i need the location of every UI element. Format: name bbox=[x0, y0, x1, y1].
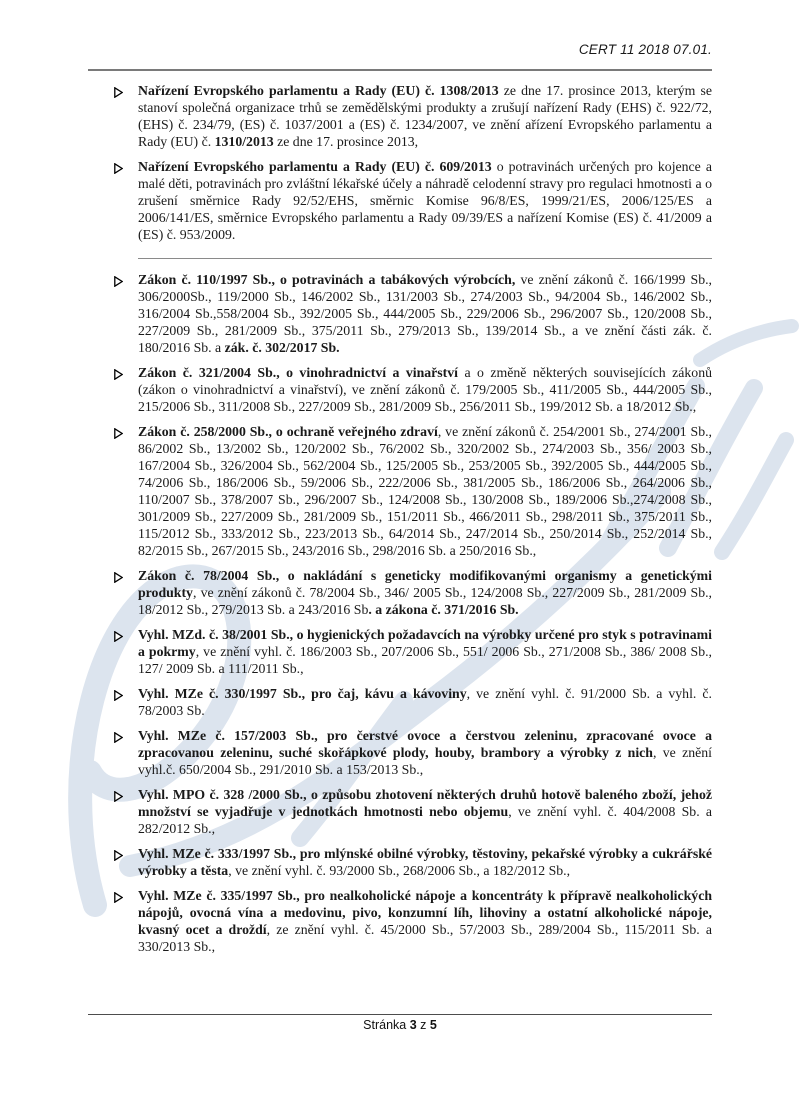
arrowhead-right-icon bbox=[88, 567, 138, 618]
top-divider bbox=[88, 69, 712, 71]
doc-code: CERT 11 2018 07.01. bbox=[578, 42, 712, 57]
arrowhead-right-icon bbox=[88, 727, 138, 778]
page-number-prefix: Stránka bbox=[363, 1018, 407, 1032]
page-header bbox=[88, 0, 712, 57]
arrowhead-right-icon bbox=[88, 364, 138, 415]
list-item bbox=[88, 685, 712, 719]
regulation-item-text: Vyhl. MZe č. 330/1997 Sb., pro čaj, kávu a kávoviny, ve znění vyhl. č. 91/2000 Sb. a vyhl. č. 78/2003 Sb. bbox=[138, 686, 712, 718]
list-item bbox=[88, 887, 712, 955]
list-item bbox=[88, 423, 712, 559]
list-item bbox=[88, 727, 712, 778]
page-number-total: 5 bbox=[429, 1018, 437, 1032]
arrowhead-right-icon bbox=[88, 423, 138, 559]
list-item bbox=[88, 271, 712, 356]
page-number-current: 3 bbox=[409, 1018, 417, 1032]
regulation-item-text: Vyhl. MZe č. 157/2003 Sb., pro čerstvé ovoce a čerstvou zeleninu, zpracované ovoce a zpracovanou zeleninu, suché skořápkové plody, houby, brambory a výrobky z nich, ve znění vyhl.č. 650/2004 Sb., 291/2010 Sb. a 153/2013 Sb., bbox=[138, 728, 712, 777]
list-item bbox=[88, 158, 712, 243]
arrowhead-right-icon bbox=[88, 82, 138, 150]
list-item bbox=[88, 845, 712, 879]
list-item bbox=[88, 364, 712, 415]
regulation-item-text: Vyhl. MZe č. 335/1997 Sb., pro nealkoholické nápoje a koncentráty k přípravě nealkoholických nápojů, ovocná vína a medovinu, pivo, konzumní líh, lihoviny a ostatní alkoholické nápoje, kvasný ocet a droždí, ze znění vyhl. č. 45/2000 Sb., 57/2003 Sb., 289/2004 Sb., 115/2011 Sb. a 330/2013 Sb., bbox=[138, 888, 713, 954]
regulation-item-text: Vyhl. MZd. č. 38/2001 Sb., o hygienických požadavcích na výrobky určené pro styk s potravinami a pokrmy, ve znění vyhl. č. 186/2003 Sb., 207/2006 Sb., 551/ 2006 Sb., 271/2008 Sb., 386/ 2008 Sb., 127/ 2009 Sb. a 111/2011 Sb., bbox=[138, 627, 712, 676]
arrowhead-right-icon bbox=[88, 271, 138, 356]
regulation-item-text: Zákon č. 110/1997 Sb., o potravinách a tabákových výrobcích, ve znění zákonů č. 166/1999 Sb., 306/2000Sb., 119/2000 Sb., 146/2002 Sb., 131/2003 Sb., 274/2003 Sb., 94/2004 Sb., 146/2002 Sb., 316/2004 Sb.,558/2004 Sb., 392/2005 Sb., 444/2005 Sb., 229/2006 Sb., 296/2007 Sb., 120/2008 Sb., 227/2009 Sb., 281/2009 Sb., 375/2011 Sb., 279/2013 Sb., 139/2014 Sb., a ve znění části zák. č. 180/2016 Sb. a zák. č. 302/2017 Sb. bbox=[138, 272, 712, 355]
page-footer bbox=[88, 1014, 712, 1032]
list-item bbox=[88, 82, 712, 150]
regulation-list-national bbox=[88, 271, 712, 955]
regulation-item-text: Vyhl. MPO č. 328 /2000 Sb., o způsobu zhotovení některých druhů hotově baleného zboží, jehož množství se vyjadřuje v jednotkách hmotnosti nebo objemu, ve znění vyhl. č. 404/2008 Sb. a 282/2012 Sb., bbox=[138, 787, 712, 836]
section-divider bbox=[138, 258, 712, 259]
arrowhead-right-icon bbox=[88, 786, 138, 837]
regulation-list-eu bbox=[88, 82, 712, 243]
regulation-item-text: Nařízení Evropského parlamentu a Rady (EU) č. 609/2013 o potravinách určených pro kojence a malé děti, potravinách pro zvláštní lékařské účely a náhradě celodenní stravy pro regulaci hmotnosti a o zrušení směrnice Rady 92/52/EHS, směrnic Komise 96/8/ES, 1999/21/ES, 2006/125/ES a 2006/141/ES, směrnice Evropského parlamentu a Rady 09/39/ES a nařízení Komise (ES) č. 41/2009 a (ES) č. 953/2009. bbox=[138, 159, 712, 242]
page-number-of: z bbox=[420, 1018, 427, 1032]
regulation-item-text: Vyhl. MZe č. 333/1997 Sb., pro mlýnské obilné výrobky, těstoviny, pekařské výrobky a cukrářské výrobky a těsta, ve znění vyhl. č. 93/2000 Sb., 268/2006 Sb., a 182/2012 Sb., bbox=[138, 846, 712, 878]
arrowhead-right-icon bbox=[88, 158, 138, 243]
list-item bbox=[88, 567, 712, 618]
list-item bbox=[88, 786, 712, 837]
footer-divider bbox=[88, 1014, 712, 1015]
page-content bbox=[88, 0, 712, 963]
regulation-item-text: Nařízení Evropského parlamentu a Rady (EU) č. 1308/2013 ze dne 17. prosince 2013, kterým se stanoví společná organizace trhů se zemědělskými produkty a zrušují nařízení Rady (EHS) č. 922/72, (EHS) č. 234/79, (ES) č. 1037/2001 a (ES) č. 1234/2007, ve znění ařízení Evropského parlamentu a Rady (EU) č. 1310/2013 ze dne 17. prosince 2013, bbox=[138, 83, 712, 149]
arrowhead-right-icon bbox=[88, 685, 138, 719]
page-number bbox=[88, 1018, 712, 1032]
arrowhead-right-icon bbox=[88, 626, 138, 677]
regulation-item-text: Zákon č. 78/2004 Sb., o nakládání s geneticky modifikovanými organismy a genetickými produkty, ve znění zákonů č. 78/2004 Sb., 346/ 2005 Sb., 124/2008 Sb., 227/2009 Sb., 281/2009 Sb., 18/2012 Sb., 279/2013 Sb. a 243/2016 Sb. a zákona č. 371/2016 Sb. bbox=[138, 568, 712, 617]
arrowhead-right-icon bbox=[88, 845, 138, 879]
list-item bbox=[88, 626, 712, 677]
regulation-item-text: Zákon č. 258/2000 Sb., o ochraně veřejného zdraví, ve znění zákonů č. 254/2001 Sb., 274/2001 Sb., 86/2002 Sb., 13/2002 Sb., 120/2002 Sb., 76/2002 Sb., 320/2002 Sb., 274/2003 Sb., 356/ 2003 Sb., 167/2004 Sb., 326/2004 Sb., 562/2004 Sb., 125/2005 Sb., 253/2005 Sb., 392/2005 Sb., 444/2005 Sb., 74/2006 Sb., 186/2006 Sb., 59/2006 Sb., 222/2006 Sb., 381/2005 Sb., 186/2006 Sb., 264/2006 Sb., 110/2007 Sb., 378/2007 Sb., 296/2007 Sb., 124/2008 Sb., 130/2008 Sb., 189/2006 Sb.,274/2008 Sb., 301/2009 Sb., 227/2009 Sb., 281/2009 Sb., 151/2011 Sb., 466/2011 Sb., 298/2011 Sb., 375/2011 Sb., 115/2012 Sb., 333/2012 Sb., 223/2013 Sb., 64/2014 Sb., 247/2014 Sb., 250/2014 Sb., 252/2014 Sb., 82/2015 Sb., 267/2015 Sb., 243/2016 Sb., 298/2016 Sb. a 250/2016 Sb., bbox=[138, 424, 712, 558]
regulation-item-text: Zákon č. 321/2004 Sb., o vinohradnictví a vinařství a o změně některých souvisejících zákonů (zákon o vinohradnictví a vinařství), ve znění zákonů č. 179/2005 Sb., 411/2005 Sb., 444/2005 Sb., 215/2006 Sb., 311/2008 Sb., 227/2009 Sb., 281/2009 Sb., 256/2011 Sb., 199/2012 Sb. a 18/2012 Sb., bbox=[138, 365, 712, 414]
arrowhead-right-icon bbox=[88, 887, 138, 955]
